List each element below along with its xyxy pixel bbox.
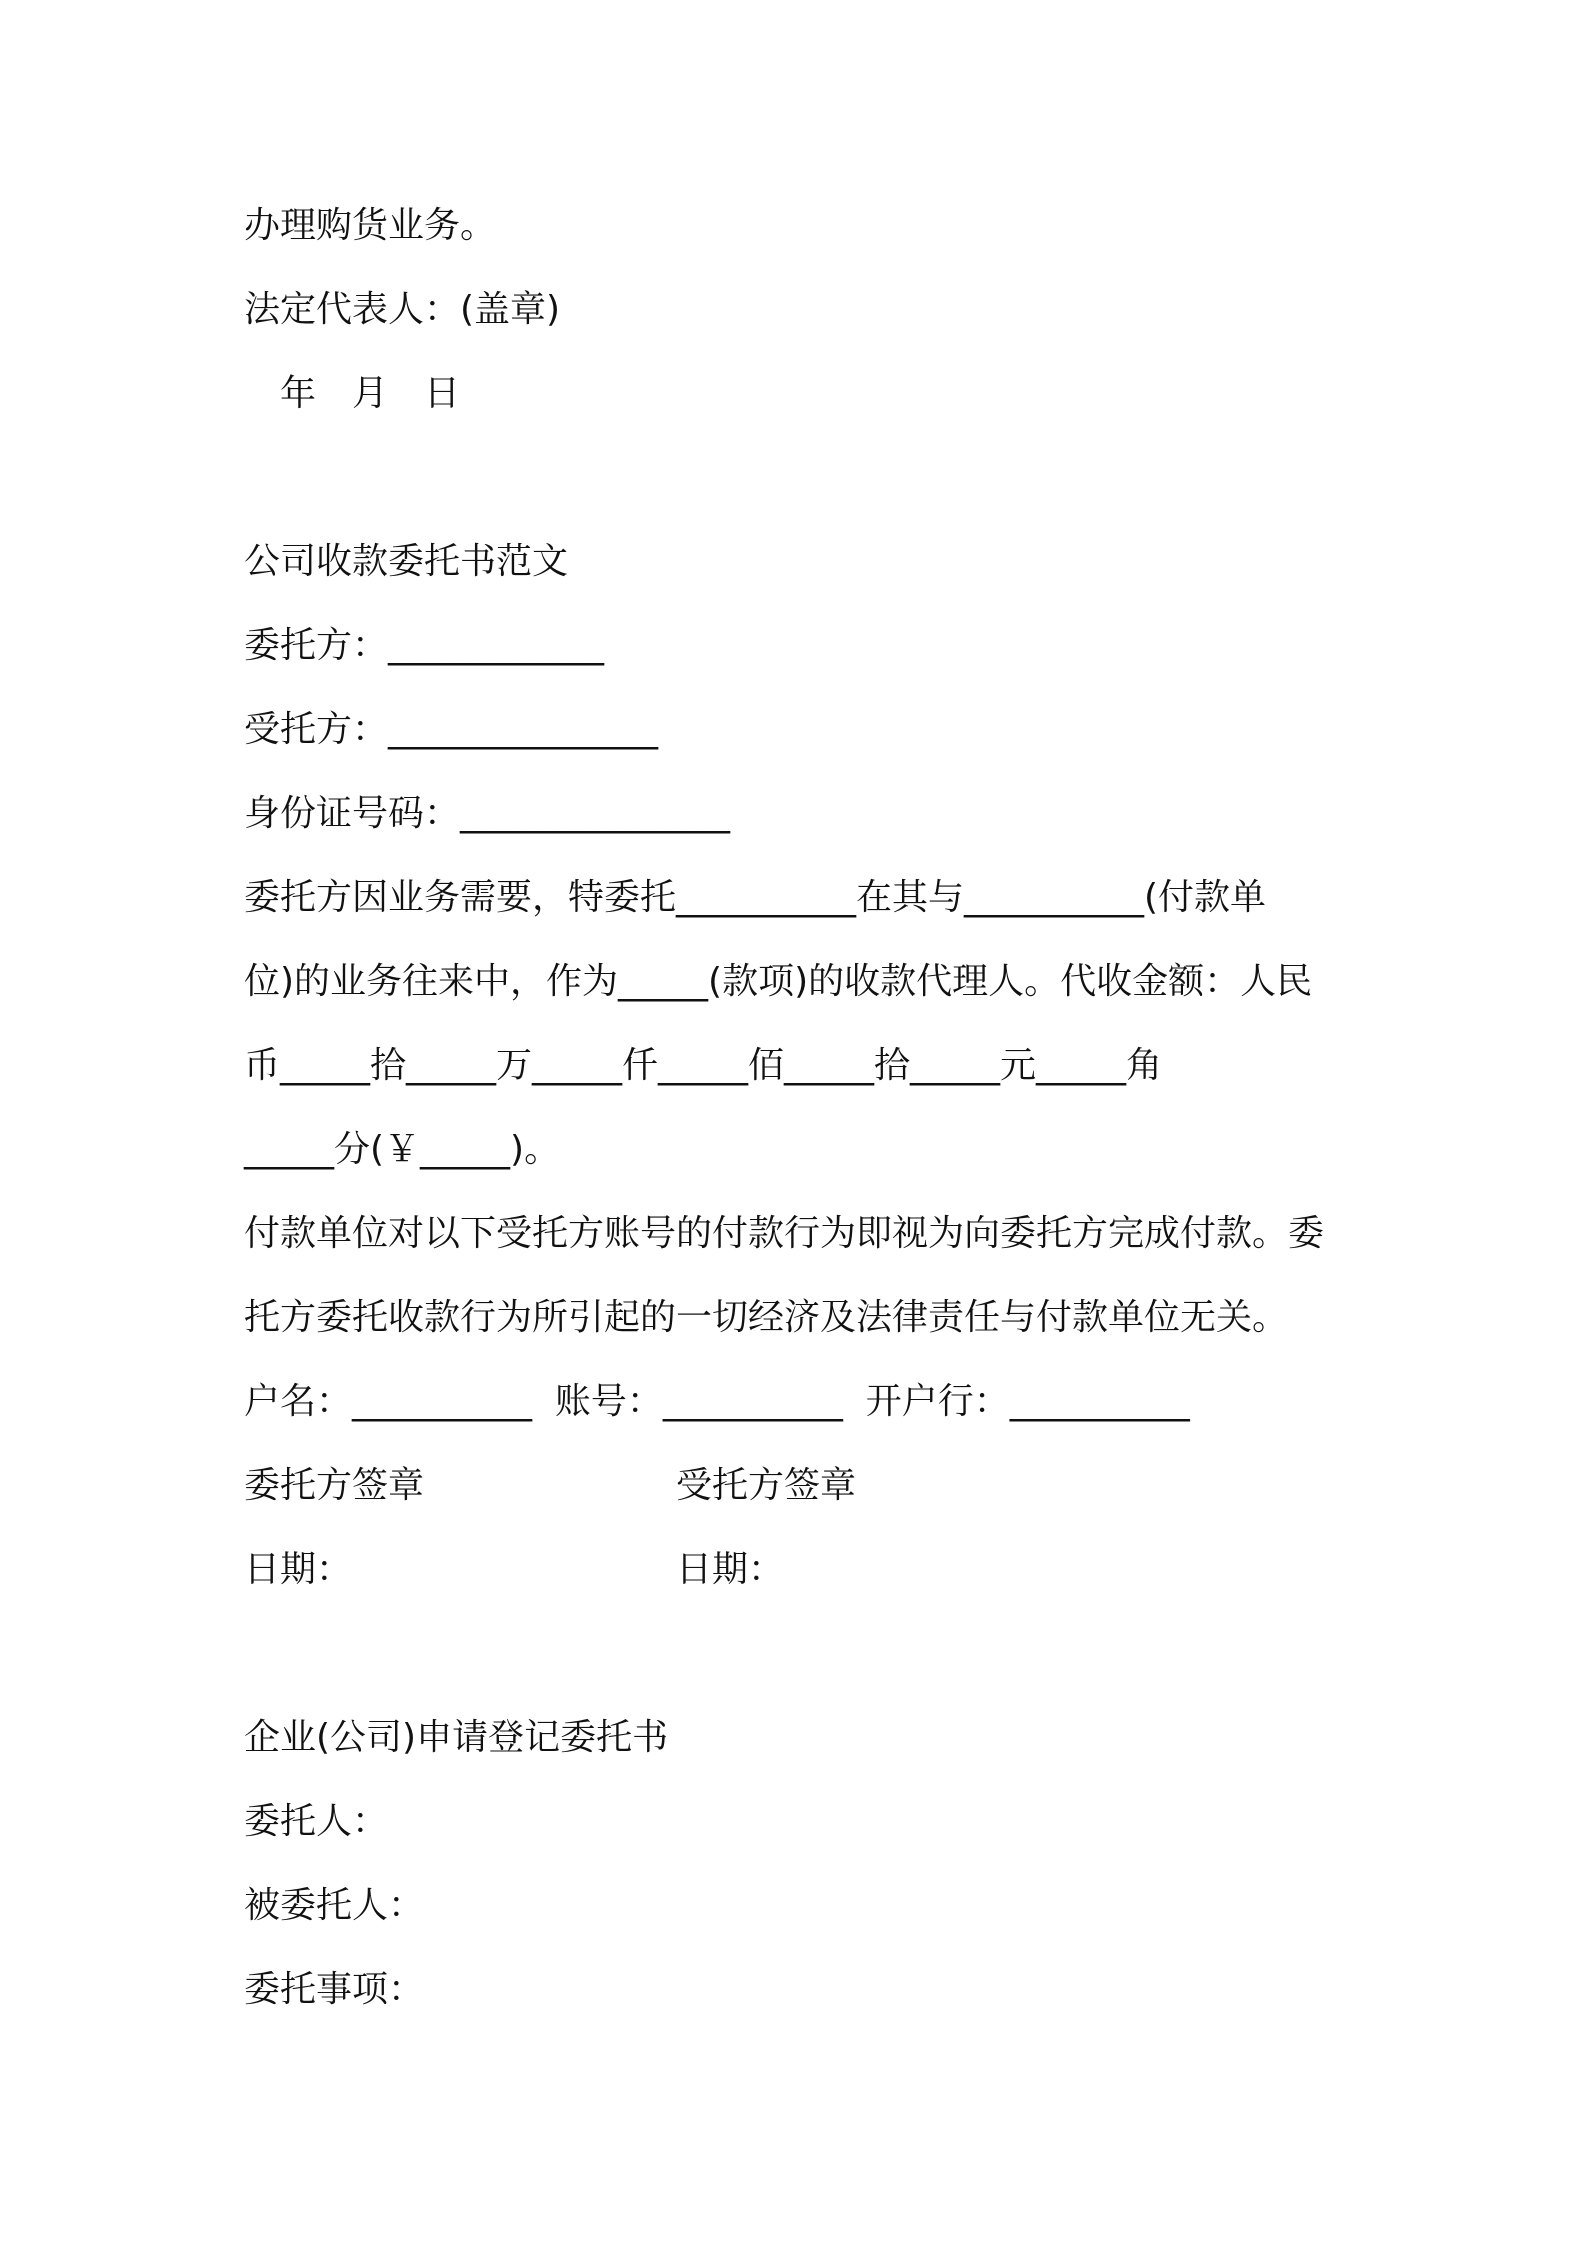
- body-paragraph-line: 委托方因业务需要，特委托__________在其与__________(付款单: [244, 877, 1267, 918]
- id-number-field: 身份证号码：_______________: [244, 793, 731, 834]
- purchase-business-line: 办理购货业务。: [244, 205, 497, 246]
- body-paragraph-line: 托方委托收款行为所引起的一切经济及法律责任与付款单位无关。: [244, 1297, 1289, 1338]
- entrusted-matters-label: 委托事项：: [244, 1969, 425, 2010]
- body-paragraph-line: 币_____拾_____万_____仟_____佰_____拾_____元_____角: [244, 1045, 1162, 1086]
- body-paragraph-line: 付款单位对以下受托方账号的付款行为即视为向委托方完成付款。委: [244, 1213, 1325, 1254]
- principal-date-label: 日期：: [244, 1549, 353, 1590]
- body-paragraph-line: _____分(￥_____)。: [244, 1129, 561, 1170]
- section-title-registration-authorization: 企业(公司)申请登记委托书: [244, 1717, 669, 1758]
- principal-field: 委托方：____________: [244, 625, 605, 666]
- entrusted-person-label: 被委托人：: [244, 1885, 425, 1926]
- principal-seal-label: 委托方签章: [244, 1465, 425, 1506]
- account-info-line: 户名：__________ 账号：__________ 开户行：__________: [244, 1381, 1190, 1422]
- agent-field: 受托方：_______________: [244, 709, 659, 750]
- body-paragraph-line: 位)的业务往来中，作为_____(款项)的收款代理人。代收金额：人民: [244, 961, 1313, 1002]
- date-line: 年 月 日: [244, 373, 461, 414]
- legal-representative-line: 法定代表人：(盖章): [244, 289, 561, 330]
- principal-label: 委托人：: [244, 1801, 389, 1842]
- agent-date-label: 日期：: [676, 1549, 785, 1590]
- agent-seal-label: 受托方签章: [676, 1465, 857, 1506]
- section-title-collection-authorization: 公司收款委托书范文: [244, 541, 569, 582]
